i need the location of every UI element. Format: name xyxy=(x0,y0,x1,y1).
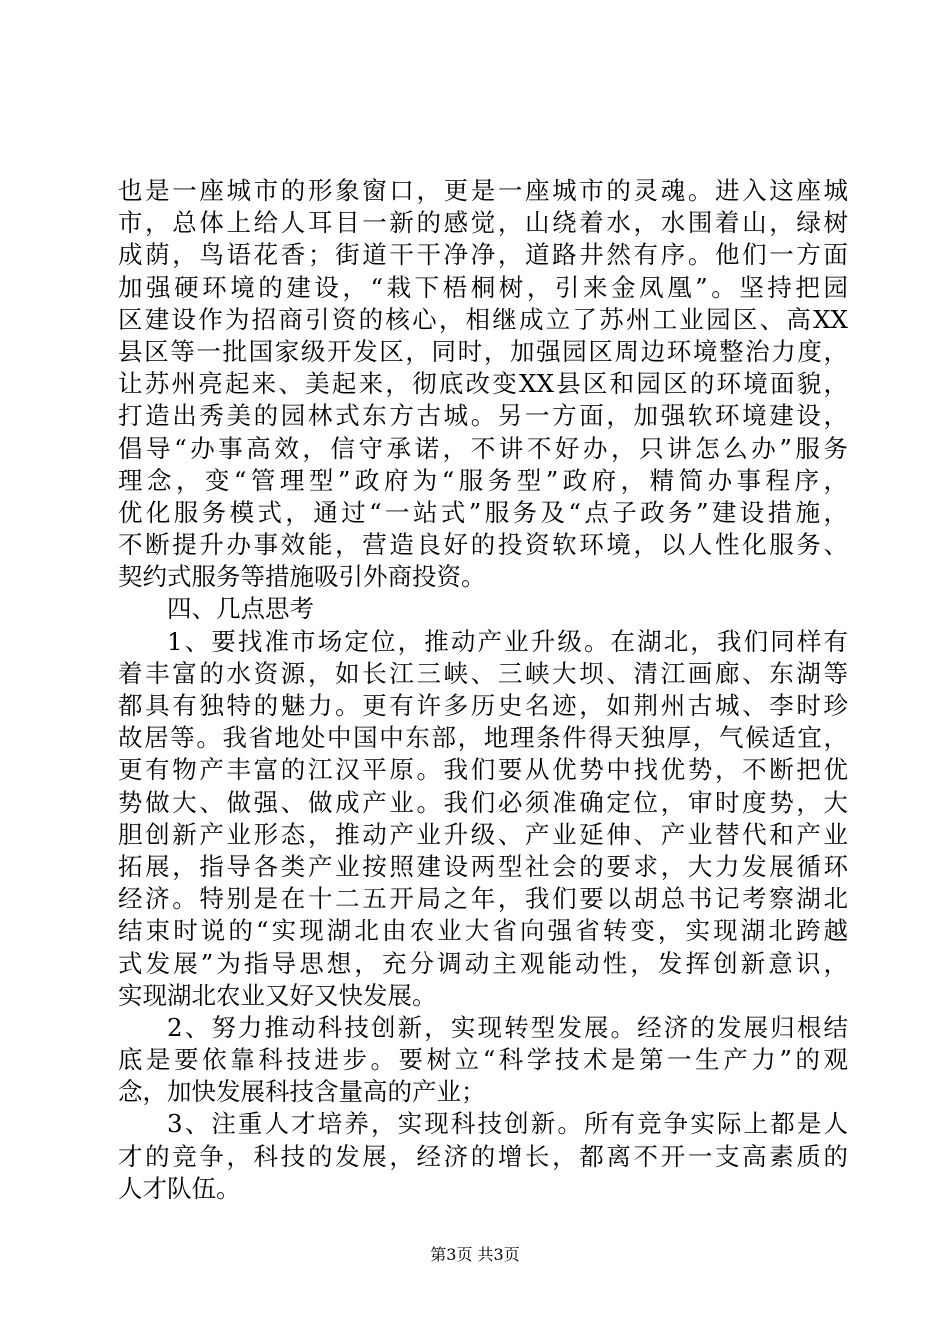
text-line: 市，总体上给人耳目一新的感觉，山绕着水，水围着山，绿树 xyxy=(118,208,848,238)
text-line: 更有物产丰富的江汉平原。我们要从优势中找优势，不断把优 xyxy=(118,755,848,785)
text-line: 3、注重人才培养，实现科技创新。所有竞争实际上都是人 xyxy=(167,1109,848,1139)
text-line: 经济。特别是在十二五开局之年，我们要以胡总书记考察湖北 xyxy=(118,884,848,914)
text-line: 成荫，鸟语花香；街道干干净净，道路井然有序。他们一方面 xyxy=(118,240,848,270)
text-line: 加强硬环境的建设，“栽下梧桐树，引来金凤凰”。坚持把园 xyxy=(118,272,848,302)
text-line: 式发展”为指导思想，充分调动主观能动性，发挥创新意识， xyxy=(118,948,848,978)
text-line: 念，加快发展科技含量高的产业； xyxy=(118,1077,486,1107)
text-line: 故居等。我省地处中国中东部，地理条件得天独厚，气候适宜， xyxy=(118,723,848,753)
text-line: 着丰富的水资源，如长江三峡、三峡大坝、清江画廊、东湖等 xyxy=(118,658,848,688)
document-body xyxy=(118,175,848,1205)
text-line: 也是一座城市的形象窗口，更是一座城市的灵魂。进入这座城 xyxy=(118,176,848,205)
text-line: 理念，变“管理型”政府为“服务型”政府，精简办事程序， xyxy=(118,465,848,495)
text-line: 1、要找准市场定位，推动产业升级。在湖北，我们同样有 xyxy=(167,626,848,656)
text-line: 不断提升办事效能，营造良好的投资软环境，以人性化服务、 xyxy=(118,530,848,560)
text-line: 都具有独特的魅力。更有许多历史名迹，如荆州古城、李时珍 xyxy=(118,691,848,720)
text-line: 打造出秀美的园林式东方古城。另一方面，加强软环境建设， xyxy=(118,401,848,431)
text-line: 倡导“办事高效，信守承诺，不讲不好办，只讲怎么办”服务 xyxy=(118,433,848,463)
text-line: 2、努力推动科技创新，实现转型发展。经济的发展归根结 xyxy=(167,1012,848,1042)
text-line: 优化服务模式，通过“一站式”服务及“点子政务”建设措施， xyxy=(118,497,848,527)
page-footer: 第3页 共3页 xyxy=(430,1245,520,1264)
text-line: 人才队伍。 xyxy=(118,1173,241,1203)
text-line: 才的竞争，科技的发展，经济的增长，都离不开一支高素质的 xyxy=(118,1141,848,1171)
text-line: 结束时说的“实现湖北由农业大省向强省转变，实现湖北跨越 xyxy=(118,916,848,946)
text-line: 底是要依靠科技进步。要树立“科学技术是第一生产力”的观 xyxy=(118,1045,848,1075)
text-line: 拓展，指导各类产业按照建设两型社会的要求，大力发展循环 xyxy=(118,851,848,881)
text-line: 契约式服务等措施吸引外商投资。 xyxy=(118,562,486,592)
text-line: 区建设作为招商引资的核心，相继成立了苏州工业园区、高XX xyxy=(118,304,848,334)
text-line: 实现湖北农业又好又快发展。 xyxy=(118,980,437,1010)
text-line: 让苏州亮起来、美起来，彻底改变XX县区和园区的环境面貌， xyxy=(118,369,848,399)
text-line: 四、几点思考 xyxy=(167,594,314,624)
text-line: 势做大、做强、做成产业。我们必须准确定位，审时度势，大 xyxy=(118,787,848,817)
text-line: 胆创新产业形态，推动产业升级、产业延伸、产业替代和产业 xyxy=(118,819,848,849)
text-line: 县区等一批国家级开发区，同时，加强园区周边环境整治力度， xyxy=(118,336,848,366)
